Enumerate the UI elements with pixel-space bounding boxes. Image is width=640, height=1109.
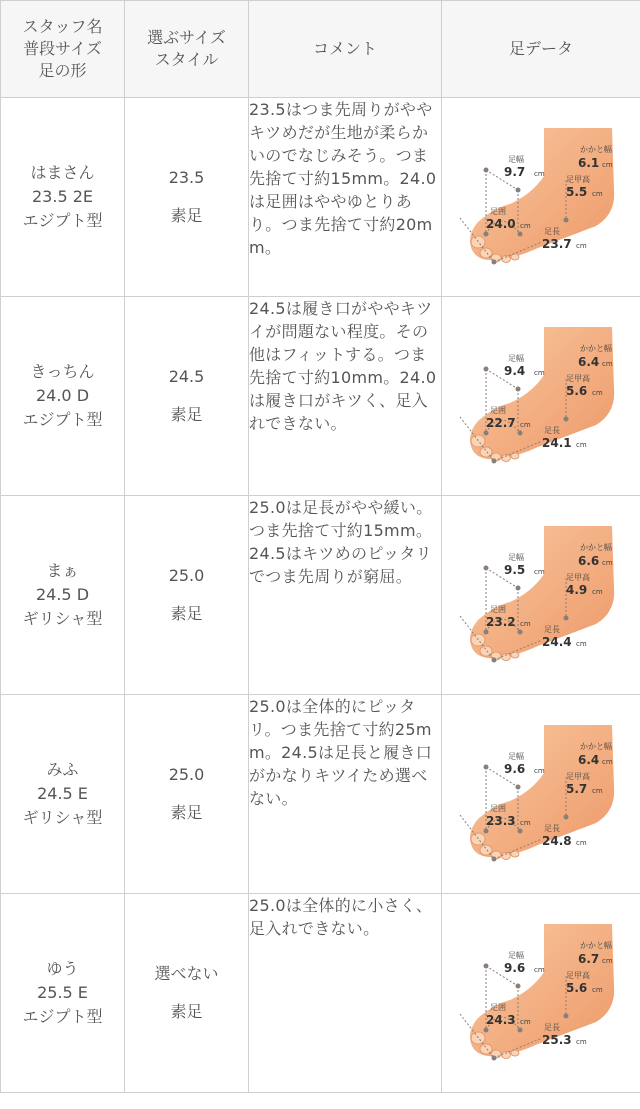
table-header-row	[1, 1, 640, 98]
foot-data-cell	[442, 98, 640, 297]
table-row	[1, 894, 640, 1093]
staff-name-cell: きっちん 24.0 D エジプト型	[1, 297, 125, 496]
foot-diagram	[456, 122, 626, 272]
cm-unit: cm	[592, 787, 603, 795]
length-value: 25.3	[542, 1033, 572, 1047]
foot-width-value: 9.5	[504, 563, 526, 577]
length-value: 24.4	[542, 635, 572, 649]
length-label: 足長	[544, 227, 560, 236]
cm-unit: cm	[520, 421, 531, 429]
foot-data-cell	[442, 695, 640, 894]
foot-diagram	[456, 918, 626, 1068]
foot-data-cell	[442, 496, 640, 695]
foot-width-label: 足幅	[508, 752, 524, 761]
staff-name-cell: まぁ 24.5 D ギリシャ型	[1, 496, 125, 695]
header-foot-data: 足データ	[442, 1, 640, 98]
size-style-cell	[125, 98, 249, 297]
heel-width-label: かかと幅	[580, 742, 612, 751]
heel-width-value: 6.1	[578, 156, 600, 170]
girth-label: 足囲	[490, 207, 506, 216]
table-row	[1, 98, 640, 297]
foot-width-value: 9.6	[504, 762, 526, 776]
length-value: 24.1	[542, 436, 572, 450]
foot-diagram	[456, 520, 626, 670]
girth-value: 23.3	[486, 814, 516, 828]
heel-width-value: 6.4	[578, 753, 600, 767]
girth-label: 足囲	[490, 1003, 506, 1012]
foot-data-cell	[442, 894, 640, 1093]
length-value: 24.8	[542, 834, 572, 848]
instep-value: 5.6	[566, 384, 588, 398]
foot-width-label: 足幅	[508, 553, 524, 562]
instep-label: 足甲高	[566, 175, 590, 184]
instep-value: 5.5	[566, 185, 588, 199]
foot-width-label: 足幅	[508, 155, 524, 164]
cm-unit: cm	[576, 242, 587, 250]
wear-style: 素足	[170, 206, 203, 225]
cm-unit: cm	[534, 170, 545, 178]
length-label: 足長	[544, 426, 560, 435]
girth-label: 足囲	[490, 406, 506, 415]
instep-value: 5.6	[566, 981, 588, 995]
instep-value: 4.9	[566, 583, 588, 597]
foot-width-value: 9.7	[504, 165, 526, 179]
heel-width-label: かかと幅	[580, 344, 612, 353]
size-style-cell	[125, 695, 249, 894]
length-label: 足長	[544, 824, 560, 833]
table-row	[1, 496, 640, 695]
cm-unit: cm	[576, 839, 587, 847]
heel-width-value: 6.4	[578, 355, 600, 369]
cm-unit: cm	[534, 966, 545, 974]
table-row	[1, 297, 640, 496]
foot-width-label: 足幅	[508, 951, 524, 960]
chosen-size: 25.0	[168, 765, 205, 784]
cm-unit: cm	[576, 1038, 587, 1046]
foot-width-label: 足幅	[508, 354, 524, 363]
comment-cell: 25.0は全体的にピッタリ。つま先捨て寸約25mm。24.5は足長と履き口がかなりキツイため選べない。	[249, 695, 442, 894]
cm-unit: cm	[576, 441, 587, 449]
instep-value: 5.7	[566, 782, 588, 796]
cm-unit: cm	[602, 559, 613, 567]
cm-unit: cm	[602, 957, 613, 965]
instep-label: 足甲高	[566, 374, 590, 383]
comment-cell: 25.0は足長がやや緩い。つま先捨て寸約15mm。24.5はキツめのピッタリでつま先周りが窮屈。	[249, 496, 442, 695]
chosen-size: 選べない	[154, 964, 219, 983]
girth-label: 足囲	[490, 605, 506, 614]
header-size-style: 選ぶサイズ スタイル	[125, 1, 249, 98]
foot-diagram	[456, 719, 626, 869]
cm-unit: cm	[520, 1018, 531, 1026]
heel-width-value: 6.7	[578, 952, 600, 966]
cm-unit: cm	[592, 389, 603, 397]
staff-name-cell: ゆう 25.5 E エジプト型	[1, 894, 125, 1093]
cm-unit: cm	[534, 767, 545, 775]
girth-value: 24.3	[486, 1013, 516, 1027]
foot-diagram	[456, 321, 626, 471]
cm-unit: cm	[576, 640, 587, 648]
comment-cell: 24.5は履き口がややキツイが問題ない程度。その他はフィットする。つま先捨て寸約10mm。24.0は履き口がキツく、足入れできない。	[249, 297, 442, 496]
length-label: 足長	[544, 625, 560, 634]
girth-value: 23.2	[486, 615, 516, 629]
header-comment: コメント	[249, 1, 442, 98]
chosen-size: 23.5	[168, 168, 205, 187]
cm-unit: cm	[534, 369, 545, 377]
instep-label: 足甲高	[566, 971, 590, 980]
instep-label: 足甲高	[566, 772, 590, 781]
wear-style: 素足	[170, 405, 203, 424]
staff-name-cell: みふ 24.5 E ギリシャ型	[1, 695, 125, 894]
size-style-cell	[125, 496, 249, 695]
heel-width-label: かかと幅	[580, 543, 612, 552]
header-staff-name: スタッフ名 普段サイズ 足の形	[1, 1, 125, 98]
girth-label: 足囲	[490, 804, 506, 813]
heel-width-label: かかと幅	[580, 145, 612, 154]
chosen-size: 25.0	[168, 566, 205, 585]
cm-unit: cm	[602, 758, 613, 766]
chosen-size: 24.5	[168, 367, 205, 386]
table-row	[1, 695, 640, 894]
size-style-cell	[125, 297, 249, 496]
foot-width-value: 9.6	[504, 961, 526, 975]
foot-data-cell	[442, 297, 640, 496]
instep-label: 足甲高	[566, 573, 590, 582]
heel-width-label: かかと幅	[580, 941, 612, 950]
cm-unit: cm	[520, 620, 531, 628]
wear-style: 素足	[170, 803, 203, 822]
cm-unit: cm	[602, 161, 613, 169]
cm-unit: cm	[534, 568, 545, 576]
staff-name-cell: はまさん 23.5 2E エジプト型	[1, 98, 125, 297]
comment-cell: 25.0は全体的に小さく、足入れできない。	[249, 894, 442, 1093]
length-value: 23.7	[542, 237, 572, 251]
wear-style: 素足	[170, 604, 203, 623]
girth-value: 22.7	[486, 416, 516, 430]
size-style-cell	[125, 894, 249, 1093]
foot-width-value: 9.4	[504, 364, 526, 378]
comment-cell: 23.5はつま先周りがややキツめだが生地が柔らかいのでなじみそう。つま先捨て寸約15mm。24.0は足囲はややゆとりあり。つま先捨て寸約20mm。	[249, 98, 442, 297]
girth-value: 24.0	[486, 217, 516, 231]
cm-unit: cm	[520, 222, 531, 230]
cm-unit: cm	[592, 190, 603, 198]
cm-unit: cm	[592, 986, 603, 994]
cm-unit: cm	[520, 819, 531, 827]
cm-unit: cm	[602, 360, 613, 368]
length-label: 足長	[544, 1023, 560, 1032]
wear-style: 素足	[170, 1002, 203, 1021]
heel-width-value: 6.6	[578, 554, 600, 568]
cm-unit: cm	[592, 588, 603, 596]
